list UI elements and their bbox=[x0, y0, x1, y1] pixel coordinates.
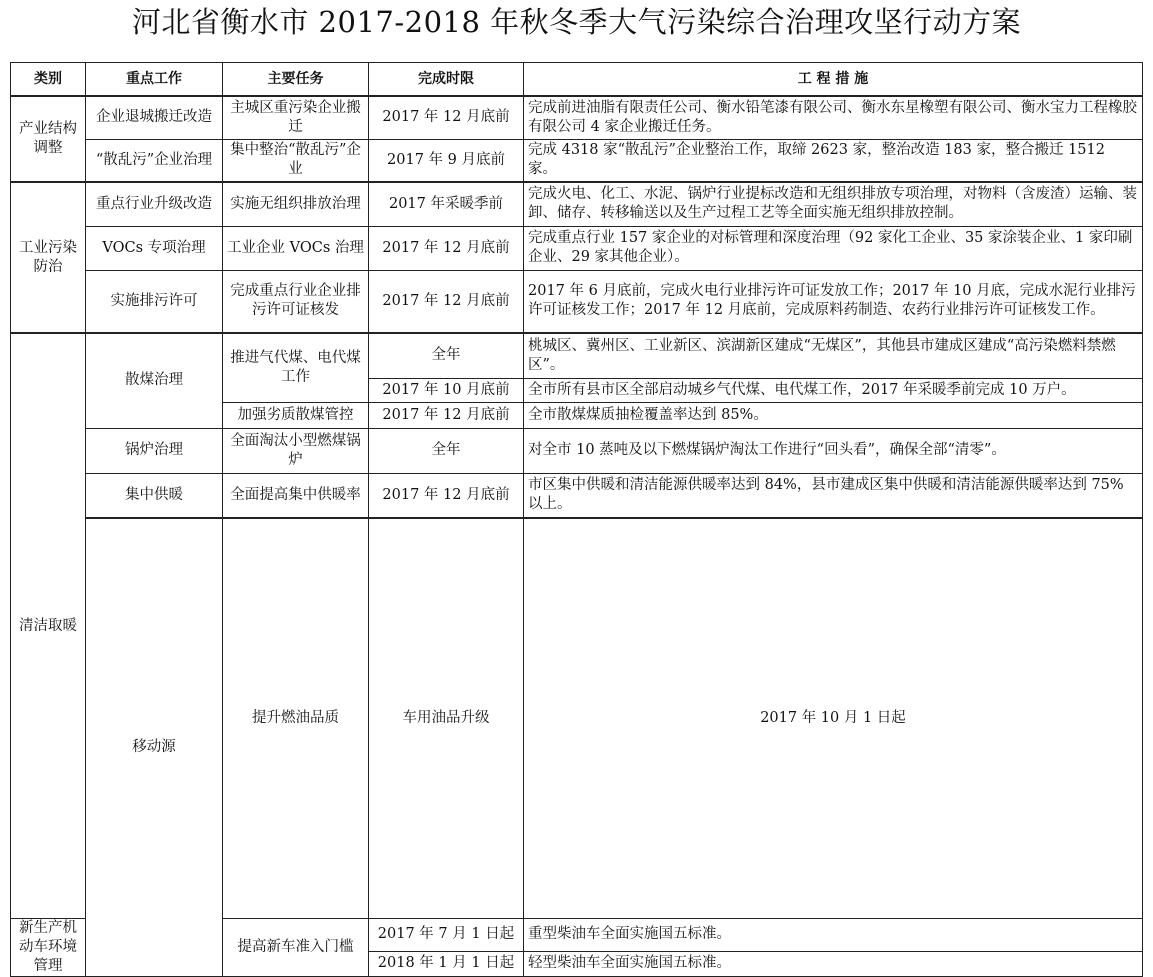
category-cell: 工业污染防治 bbox=[11, 182, 86, 333]
table-row bbox=[11, 226, 1143, 270]
deadline-cell: 2017 年 12 月底前 bbox=[369, 402, 524, 428]
table-row bbox=[11, 139, 1143, 182]
deadline-cell: 2017 年 12 月底前 bbox=[369, 226, 524, 270]
deadline-cell: 2018 年 1 月 1 日起 bbox=[369, 951, 524, 976]
table-row bbox=[11, 270, 1143, 333]
measure-cell: 完成前进油脂有限责任公司、衡水铅笔漆有限公司、衡水东星橡塑有限公司、衡水宝力工程橡胶有限公司 4 家企业搬迁任务。 bbox=[524, 96, 1143, 139]
measure-cell: 完成重点行业 157 家企业的对标管理和深度治理（92 家化工企业、35 家涂装企业、1 家印刷企业、29 家其他企业）。 bbox=[524, 226, 1143, 270]
action-plan-table bbox=[10, 62, 1143, 977]
category-cell: 移动源 bbox=[86, 518, 223, 977]
deadline-cell: 全年 bbox=[369, 333, 524, 378]
deadline-cell: 2017 年采暖季前 bbox=[369, 182, 524, 226]
key-work-cell: 散煤治理 bbox=[86, 333, 223, 428]
header-deadline: 完成时限 bbox=[369, 63, 524, 97]
deadline-cell: 2017 年 10 月 1 日起 bbox=[524, 518, 1143, 919]
deadline-cell: 2017 年 9 月底前 bbox=[369, 139, 524, 182]
main-task-cell: 集中整治“散乱污”企业 bbox=[223, 139, 369, 182]
measure-cell: 完成 4318 家“散乱污”企业整治工作，取缔 2623 家，整治改造 183 家，整合搬迁 1512 家。 bbox=[524, 139, 1143, 182]
measure-cell: 轻型柴油车全面实施国五标准。 bbox=[524, 951, 1143, 976]
key-work-cell: VOCs 专项治理 bbox=[86, 226, 223, 270]
key-work-cell: 实施排污许可 bbox=[86, 270, 223, 333]
main-task-cell: 全面提高集中供暖率 bbox=[223, 473, 369, 518]
measure-cell: 桃城区、冀州区、工业新区、滨湖新区建成“无煤区”，其他县市建成区建成“高污染燃料禁燃区”。 bbox=[524, 333, 1143, 378]
measure-cell: 全市所有县市区全部启动城乡气代煤、电代煤工作，2017 年采暖季前完成 10 万户。 bbox=[524, 378, 1143, 402]
main-task-cell: 车用油品升级 bbox=[369, 518, 524, 919]
key-work-cell: 集中供暖 bbox=[86, 473, 223, 518]
main-task-cell: 加强劣质散煤管控 bbox=[223, 402, 369, 428]
table-row bbox=[11, 96, 1143, 139]
main-task-cell: 实施无组织排放治理 bbox=[223, 182, 369, 226]
measure-cell: 全市散煤煤质抽检覆盖率达到 85%。 bbox=[524, 402, 1143, 428]
key-work-cell: 重点行业升级改造 bbox=[86, 182, 223, 226]
main-task-cell: 全面淘汰小型燃煤锅炉 bbox=[223, 428, 369, 473]
deadline-cell: 全年 bbox=[369, 428, 524, 473]
table-row bbox=[11, 428, 1143, 473]
main-task-cell: 提高新车准入门槛 bbox=[223, 919, 369, 977]
key-work-cell: 锅炉治理 bbox=[86, 428, 223, 473]
main-task-cell: 工业企业 VOCs 治理 bbox=[223, 226, 369, 270]
measure-cell: 完成火电、化工、水泥、锅炉行业提标改造和无组织排放专项治理，对物料（含废渣）运输、装卸、储存、转移输送以及生产过程工艺等全面实施无组织排放控制。 bbox=[524, 182, 1143, 226]
deadline-cell: 2017 年 7 月 1 日起 bbox=[369, 919, 524, 952]
deadline-cell: 2017 年 12 月底前 bbox=[369, 473, 524, 518]
measure-cell: 对全市 10 蒸吨及以下燃煤锅炉淘汰工作进行“回头看”，确保全部“清零”。 bbox=[524, 428, 1143, 473]
main-task-cell: 主城区重污染企业搬迁 bbox=[223, 96, 369, 139]
table-row bbox=[11, 473, 1143, 518]
category-cell: 产业结构调整 bbox=[11, 96, 86, 182]
header-category: 类别 bbox=[11, 63, 86, 97]
header-key-work: 重点工作 bbox=[86, 63, 223, 97]
key-work-cell: “散乱污”企业治理 bbox=[86, 139, 223, 182]
measure-cell: 市区集中供暖和清洁能源供暖率达到 84%，县市建成区集中供暖和清洁能源供暖率达到 75%以上。 bbox=[524, 473, 1143, 518]
table-row bbox=[11, 518, 1143, 919]
key-work-cell: 新生产机动车环境管理 bbox=[11, 919, 86, 977]
category-cell: 清洁取暖 bbox=[11, 333, 86, 919]
table-row bbox=[11, 333, 1143, 378]
deadline-cell: 2017 年 12 月底前 bbox=[369, 270, 524, 333]
header-row bbox=[11, 63, 1143, 97]
header-main-task: 主要任务 bbox=[223, 63, 369, 97]
deadline-cell: 2017 年 10 月底前 bbox=[369, 378, 524, 402]
table-row bbox=[11, 182, 1143, 226]
main-task-cell: 完成重点行业企业排污许可证核发 bbox=[223, 270, 369, 333]
measure-cell: 重型柴油车全面实施国五标准。 bbox=[524, 919, 1143, 952]
measure-cell: 2017 年 6 月底前，完成火电行业排污许可证发放工作；2017 年 10 月底，完成水泥行业排污许可证核发工作；2017 年 12 月底前，完成原料药制造、农药行业排污许可证核发工作。 bbox=[524, 270, 1143, 333]
document-title: 河北省衡水市 2017-2018 年秋冬季大气污染综合治理攻坚行动方案 bbox=[131, 5, 1022, 39]
key-work-cell: 提升燃油品质 bbox=[223, 518, 369, 919]
header-measures: 工 程 措 施 bbox=[524, 63, 1143, 97]
key-work-cell: 企业退城搬迁改造 bbox=[86, 96, 223, 139]
deadline-cell: 2017 年 12 月底前 bbox=[369, 96, 524, 139]
main-task-cell: 推进气代煤、电代煤工作 bbox=[223, 333, 369, 402]
